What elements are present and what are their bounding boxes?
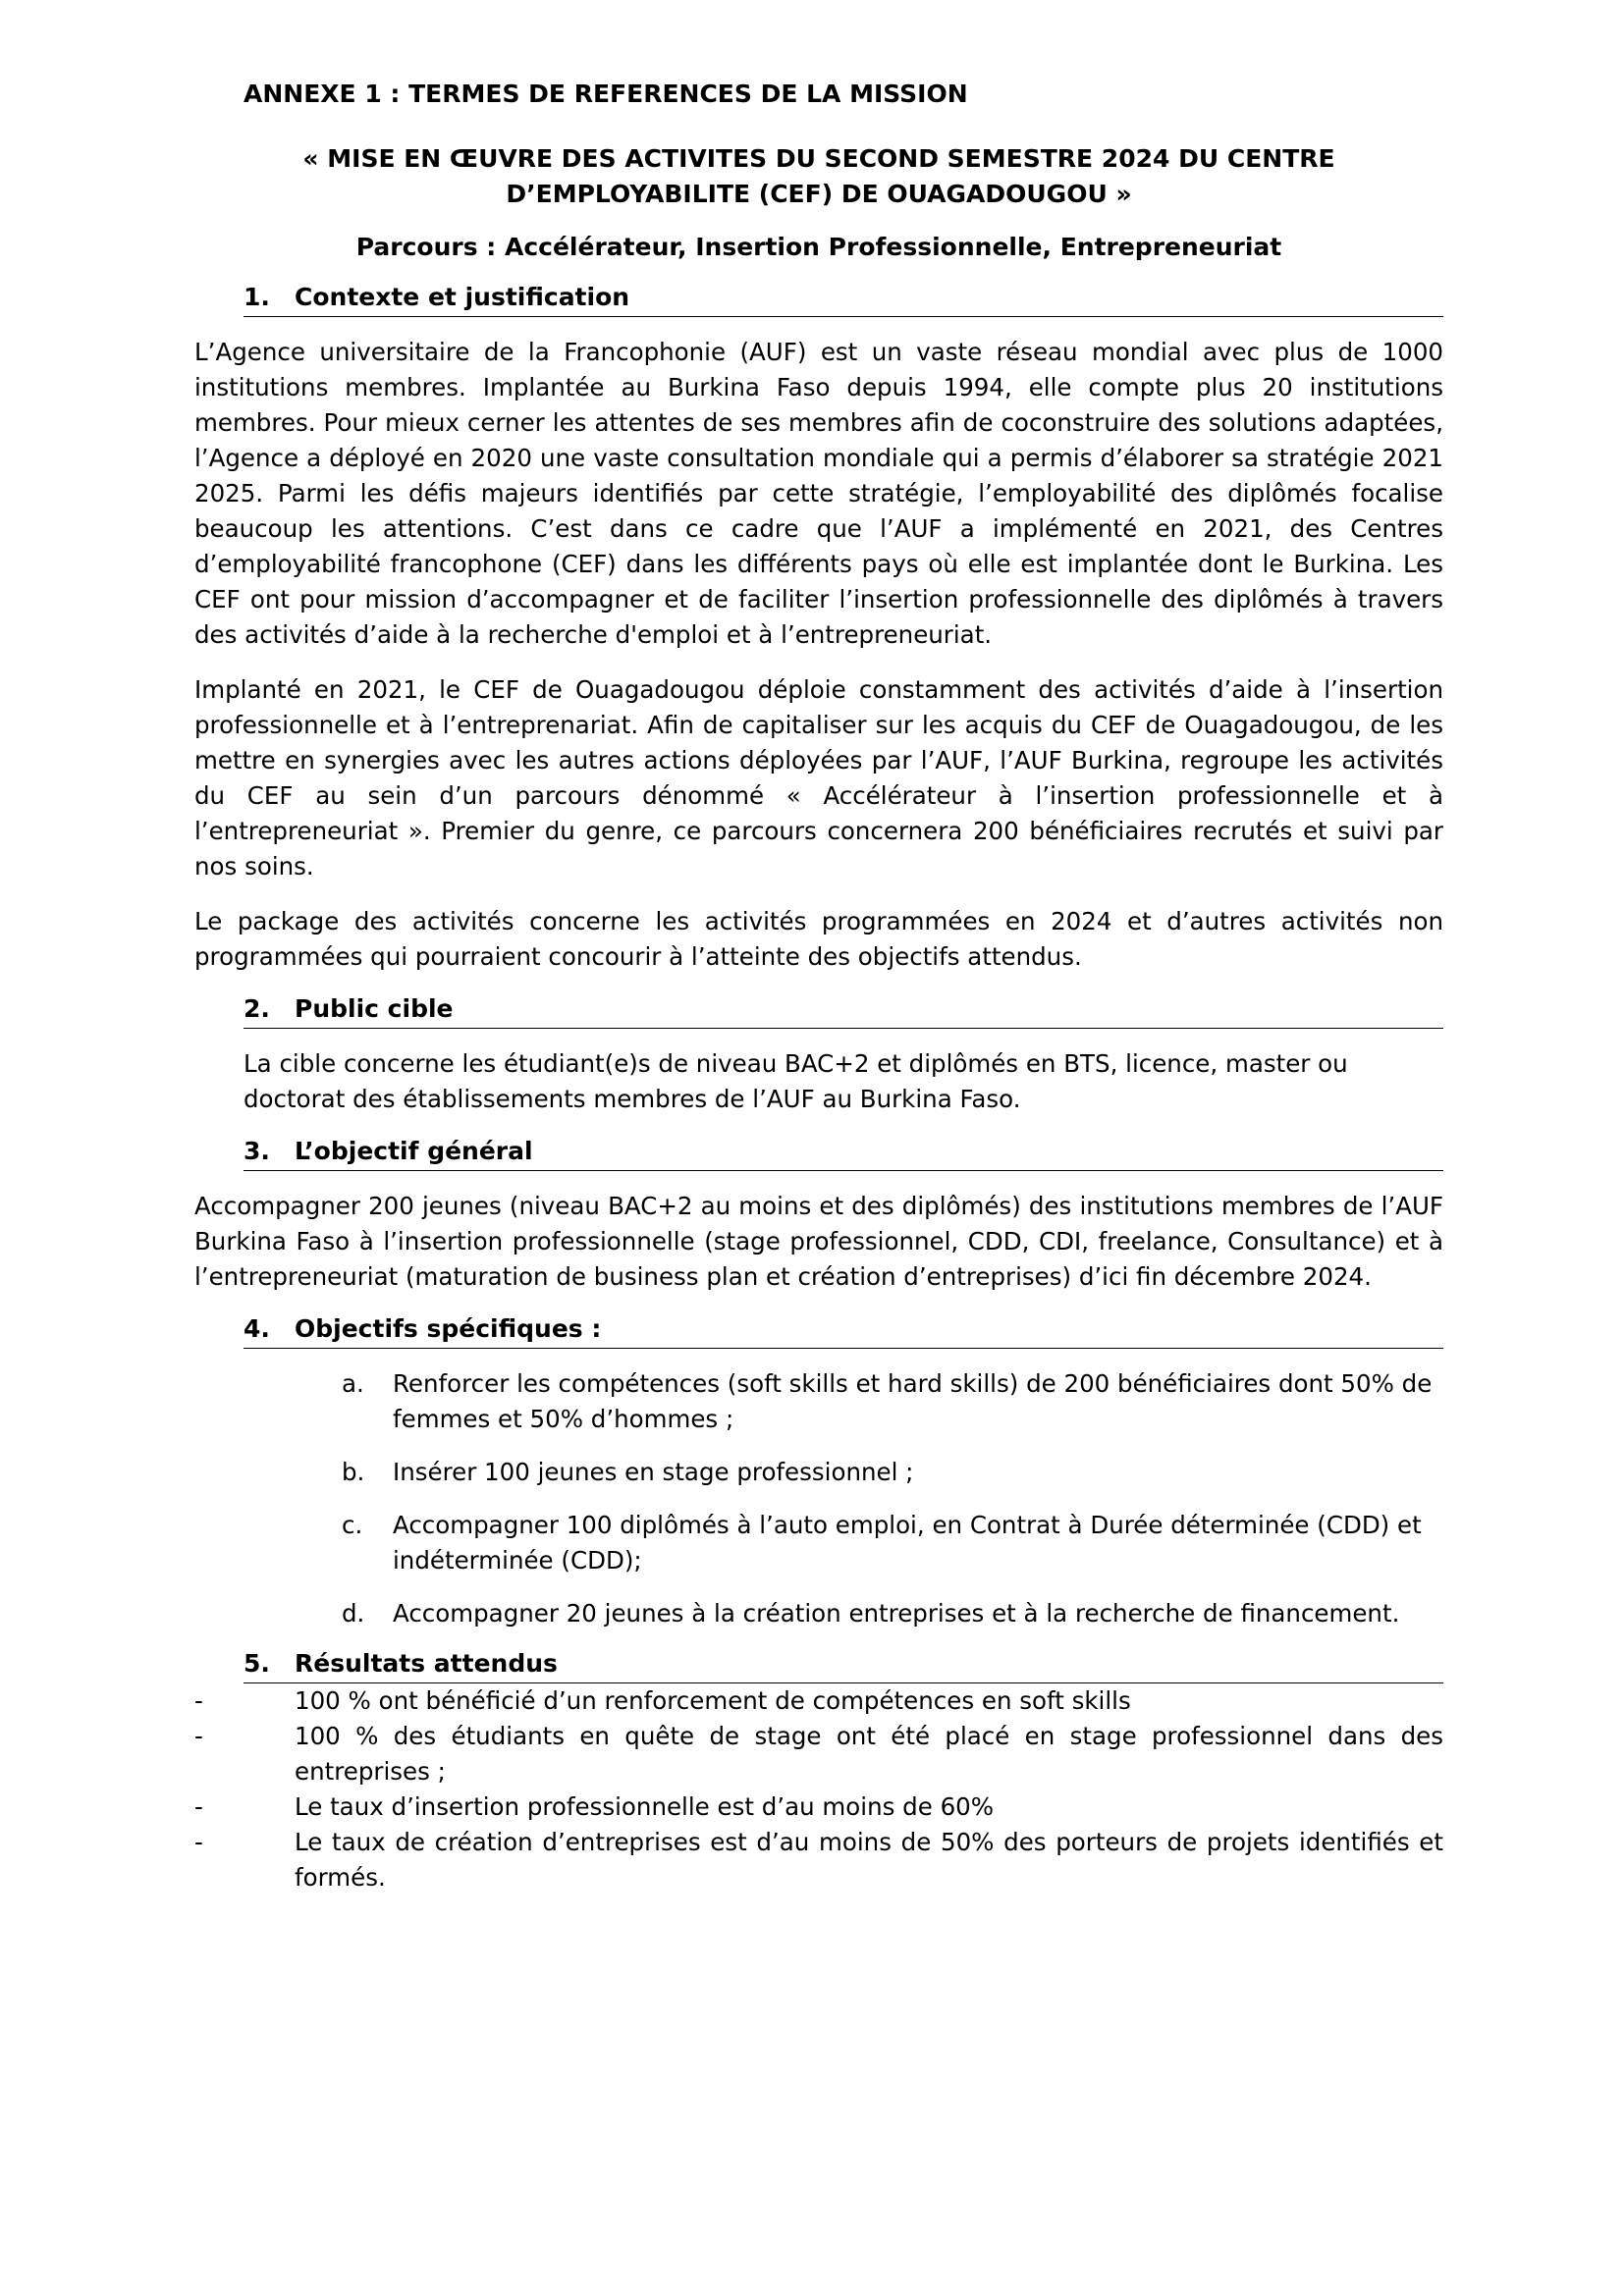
section-title: Objectifs spécifiques : bbox=[295, 1314, 602, 1343]
item-text: Le taux d’insertion professionnelle est d’au moins de 60% bbox=[295, 1792, 995, 1821]
document-page bbox=[194, 77, 1443, 1896]
item-text: Le taux de création d’entreprises est d’au moins de 50% des porteurs de projets identifiés et formés. bbox=[295, 1828, 1443, 1892]
list-item bbox=[342, 1455, 1443, 1490]
paragraph: Implanté en 2021, le CEF de Ouagadougou déploie constamment des activités d’aide à l’insertion professionnelle et à l’entreprenariat. Afin de capitaliser sur les acquis du CEF de Ouagadougou, de les mettre en synergies avec les autres actions déployées par l’AUF, l’AUF Burkina, regroupe les activités du CEF au sein d’un parcours dénommé « Accélérateur à l’insertion professionnelle et à l’entrepreneuriat ». Premier du genre, ce parcours concernera 200 bénéficiaires recrutés et suivi par nos soins. bbox=[194, 675, 1443, 881]
paragraph: Accompagner 200 jeunes (niveau BAC+2 au moins et des diplômés) des institutions membres de l’AUF Burkina Faso à l’insertion professionnelle (stage professionnel, CDD, CDI, freelance, Consultance) et à l’entrepreneuriat (maturation de business plan et création d’entreprises) d’ici fin décembre 2024. bbox=[194, 1192, 1443, 1291]
section-number: 1. bbox=[244, 283, 270, 311]
section-heading-objectif-general bbox=[244, 1135, 1443, 1171]
item-letter: b. bbox=[342, 1458, 365, 1486]
list-item bbox=[194, 1825, 1443, 1896]
mission-title-line1: « MISE EN ŒUVRE DES ACTIVITES DU SECOND SEMESTRE 2024 DU CENTRE bbox=[302, 144, 1335, 173]
section-number: 3. bbox=[244, 1137, 270, 1165]
item-dash: - bbox=[194, 1686, 203, 1715]
item-dash: - bbox=[194, 1792, 203, 1821]
parcours-subtitle: Parcours : Accélérateur, Insertion Professionnelle, Entrepreneuriat bbox=[355, 233, 1282, 261]
section-heading-contexte bbox=[244, 281, 1443, 317]
list-item bbox=[342, 1508, 1443, 1578]
list-item bbox=[194, 1719, 1443, 1789]
annex-title: ANNEXE 1 : TERMES DE REFERENCES DE LA MISSION bbox=[244, 80, 968, 108]
item-dash: - bbox=[194, 1722, 203, 1750]
item-text: Renforcer les compétences (soft skills et hard skills) de 200 bénéficiaires dont 50% de femmes et 50% d’hommes ; bbox=[393, 1369, 1433, 1433]
item-letter: c. bbox=[342, 1511, 363, 1539]
paragraph: La cible concerne les étudiant(e)s de niveau BAC+2 et diplômés en BTS, licence, master ou doctorat des établissements membres de l’AUF au Burkina Faso. bbox=[244, 1049, 1348, 1113]
list-item bbox=[194, 1789, 1443, 1825]
specific-objectives-list bbox=[194, 1366, 1443, 1631]
paragraph: L’Agence universitaire de la Francophonie (AUF) est un vaste réseau mondial avec plus de 1000 institutions membres. Implantée au Burkina Faso depuis 1994, elle compte plus 20 institutions membres. Pour mieux cerner les attentes de ses membres afin de coconstruire des solutions adaptées, l’Agence a déployé en 2020 une vaste consultation mondiale qui a permis d’élaborer sa stratégie 2021 2025. Parmi les défis majeurs identifiés par cette stratégie, l’employabilité des diplômés focalise beaucoup les attentions. C’est dans ce cadre que l’AUF a implémenté en 2021, des Centres d’employabilité francophone (CEF) dans les différents pays où elle est implantée dont le Burkina. Les CEF ont pour mission d’accompagner et de faciliter l’insertion professionnelle des diplômés à travers des activités d’aide à la recherche d'emploi et à l’entrepreneuriat. bbox=[194, 338, 1443, 649]
section-title: Contexte et justification bbox=[295, 283, 630, 311]
item-dash: - bbox=[194, 1828, 203, 1856]
section-heading-public-cible bbox=[244, 992, 1443, 1029]
item-text: 100 % des étudiants en quête de stage ont été placé en stage professionnel dans des entreprises ; bbox=[295, 1722, 1443, 1786]
paragraph: Le package des activités concerne les activités programmées en 2024 et d’autres activités non programmées qui pourraient concourir à l’atteinte des objectifs attendus. bbox=[194, 907, 1443, 971]
section-number: 2. bbox=[244, 994, 270, 1023]
mission-title bbox=[194, 141, 1443, 212]
item-text: 100 % ont bénéficié d’un renforcement de compétences en soft skills bbox=[295, 1686, 1131, 1715]
expected-results-list bbox=[194, 1683, 1443, 1896]
item-text: Insérer 100 jeunes en stage professionnel ; bbox=[393, 1458, 914, 1486]
item-text: Accompagner 20 jeunes à la création entreprises et à la recherche de financement. bbox=[393, 1599, 1400, 1628]
mission-title-line2: D’EMPLOYABILITE (CEF) DE OUAGADOUGOU » bbox=[506, 180, 1132, 208]
item-letter: a. bbox=[342, 1369, 364, 1398]
item-text: Accompagner 100 diplômés à l’auto emploi, en Contrat à Durée déterminée (CDD) et indéterminée (CDD); bbox=[393, 1511, 1422, 1575]
section-heading-objectifs-specifiques bbox=[244, 1312, 1443, 1349]
item-letter: d. bbox=[342, 1599, 365, 1628]
list-item bbox=[194, 1683, 1443, 1719]
list-item bbox=[342, 1366, 1443, 1437]
list-item bbox=[342, 1596, 1443, 1631]
section-heading-resultats-attendus bbox=[244, 1647, 1443, 1683]
section-number: 4. bbox=[244, 1314, 270, 1343]
section-number: 5. bbox=[244, 1649, 270, 1678]
section-title: L’objectif général bbox=[295, 1137, 533, 1165]
section-title: Public cible bbox=[295, 994, 454, 1023]
section-title: Résultats attendus bbox=[295, 1649, 558, 1678]
